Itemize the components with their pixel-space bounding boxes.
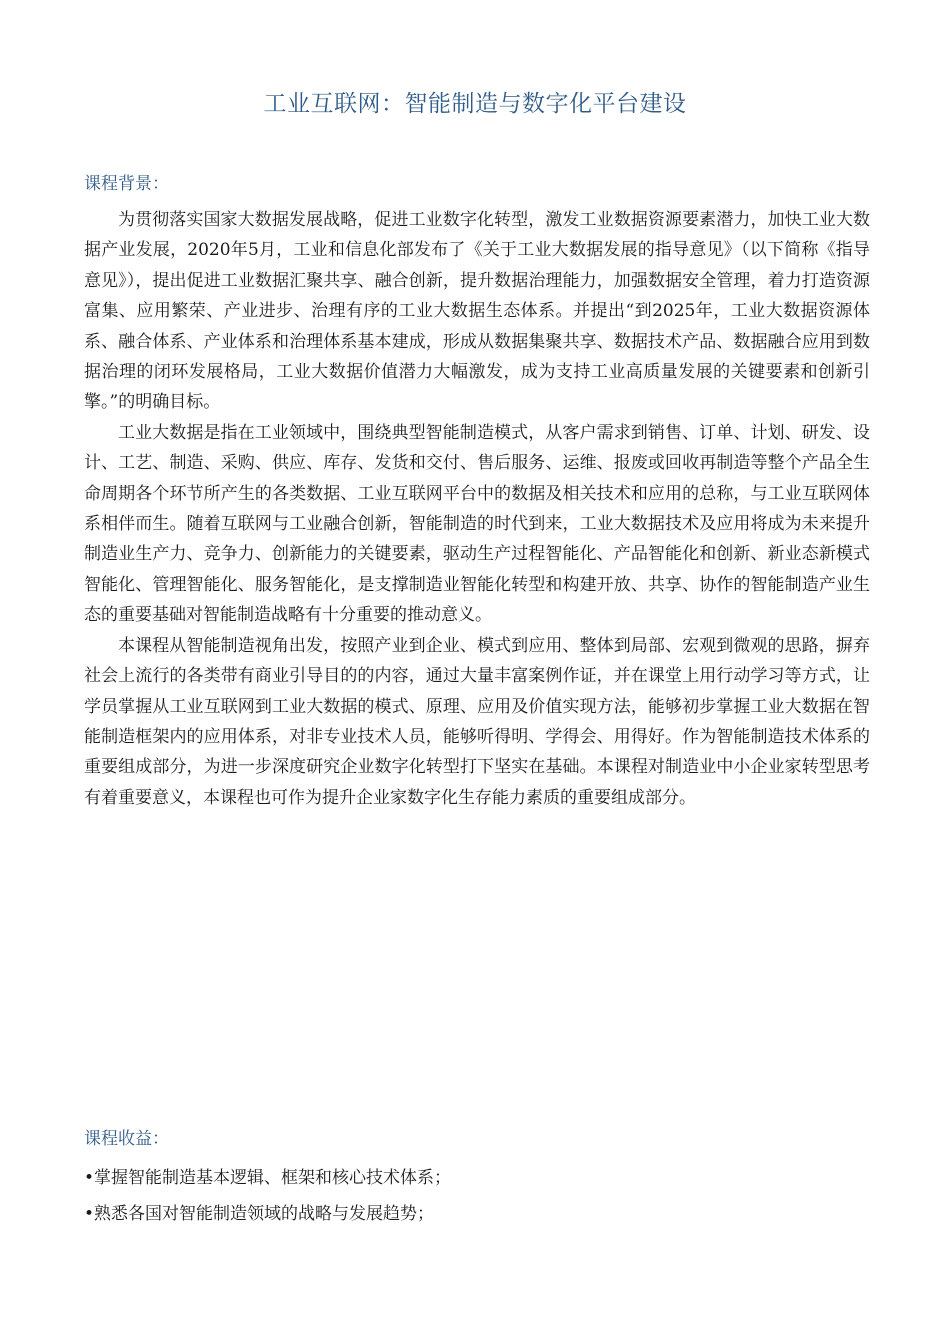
background-paragraph-1: 为贯彻落实国家大数据发展战略，促进工业数字化转型，激发工业数据资源要素潜力，加快工业大数据产业发展，2020年5月，工业和信息化部发布了《关于工业大数据发展的指导意见》（以下简称《指导意见》），提出促进工业数据汇聚共享、融合创新，提升数据治理能力，加强数据安全管理，着力打造资源富集、应用繁荣、产业进步、治理有序的工业大数据生态体系。并提出“到2025年，工业大数据资源体系、融合体系、产业体系和治理体系基本建成，形成从数据集聚共享、数据技术产品、数据融合应用到数据治理的闭环发展格局，工业大数据价值潜力大幅激发，成为支持工业高质量发展的关键要素和创新引擎。”的明确目标。 bbox=[84, 210, 870, 413]
list-item: •掌握智能制造基本逻辑、框架和核心技术体系； bbox=[84, 1168, 452, 1188]
background-paragraph-3: 本课程从智能制造视角出发，按照产业到企业、模式到应用、整体到局部、宏观到微观的思路，摒弃社会上流行的各类带有商业引导目的的内容，通过大量丰富案例作证，并在课堂上用行动学习等方式，让学员掌握从工业互联网到工业大数据的模式、原理、应用及价值实现方法，能够初步掌握工业大数据在智能制造框架内的应用体系，对非专业技术人员，能够听得明、学得会、用得好。作为智能制造技术体系的重要组成部分，为进一步深度研究企业数字化转型打下坚实在基础。本课程对制造业中小企业家转型思考有着重要意义，本课程也可作为提升企业家数字化生存能力素质的重要组成部分。 bbox=[84, 635, 870, 808]
benefits-list bbox=[84, 1160, 870, 1232]
document-title: 工业互联网：智能制造与数字化平台建设 bbox=[263, 91, 687, 117]
section-heading-benefits: 课程收益： bbox=[84, 1129, 169, 1149]
background-paragraph-2: 工业大数据是指在工业领域中，围绕典型智能制造模式，从客户需求到销售、订单、计划、研发、设计、工艺、制造、采购、供应、库存、发货和交付、售后服务、运维、报废或回收再制造等整个产品全生命周期各个环节所产生的各类数据、工业互联网平台中的数据及相关技术和应用的总称，与工业互联网体系相伴而生。随着互联网与工业融合创新，智能制造的时代到来，工业大数据技术及应用将成为未来提升制造业生产力、竞争力、创新能力的关键要素，驱动生产过程智能化、产品智能化和创新、新业态新模式智能化、管理智能化、服务智能化，是支撑制造业智能化转型和构建开放、共享、协作的智能制造产业生态的重要基础对智能制造战略有十分重要的推动意义。 bbox=[84, 422, 870, 626]
section-heading-background: 课程背景： bbox=[84, 174, 169, 194]
background-body bbox=[84, 205, 870, 813]
list-item: •熟悉各国对智能制造领域的战略与发展趋势； bbox=[84, 1204, 435, 1224]
